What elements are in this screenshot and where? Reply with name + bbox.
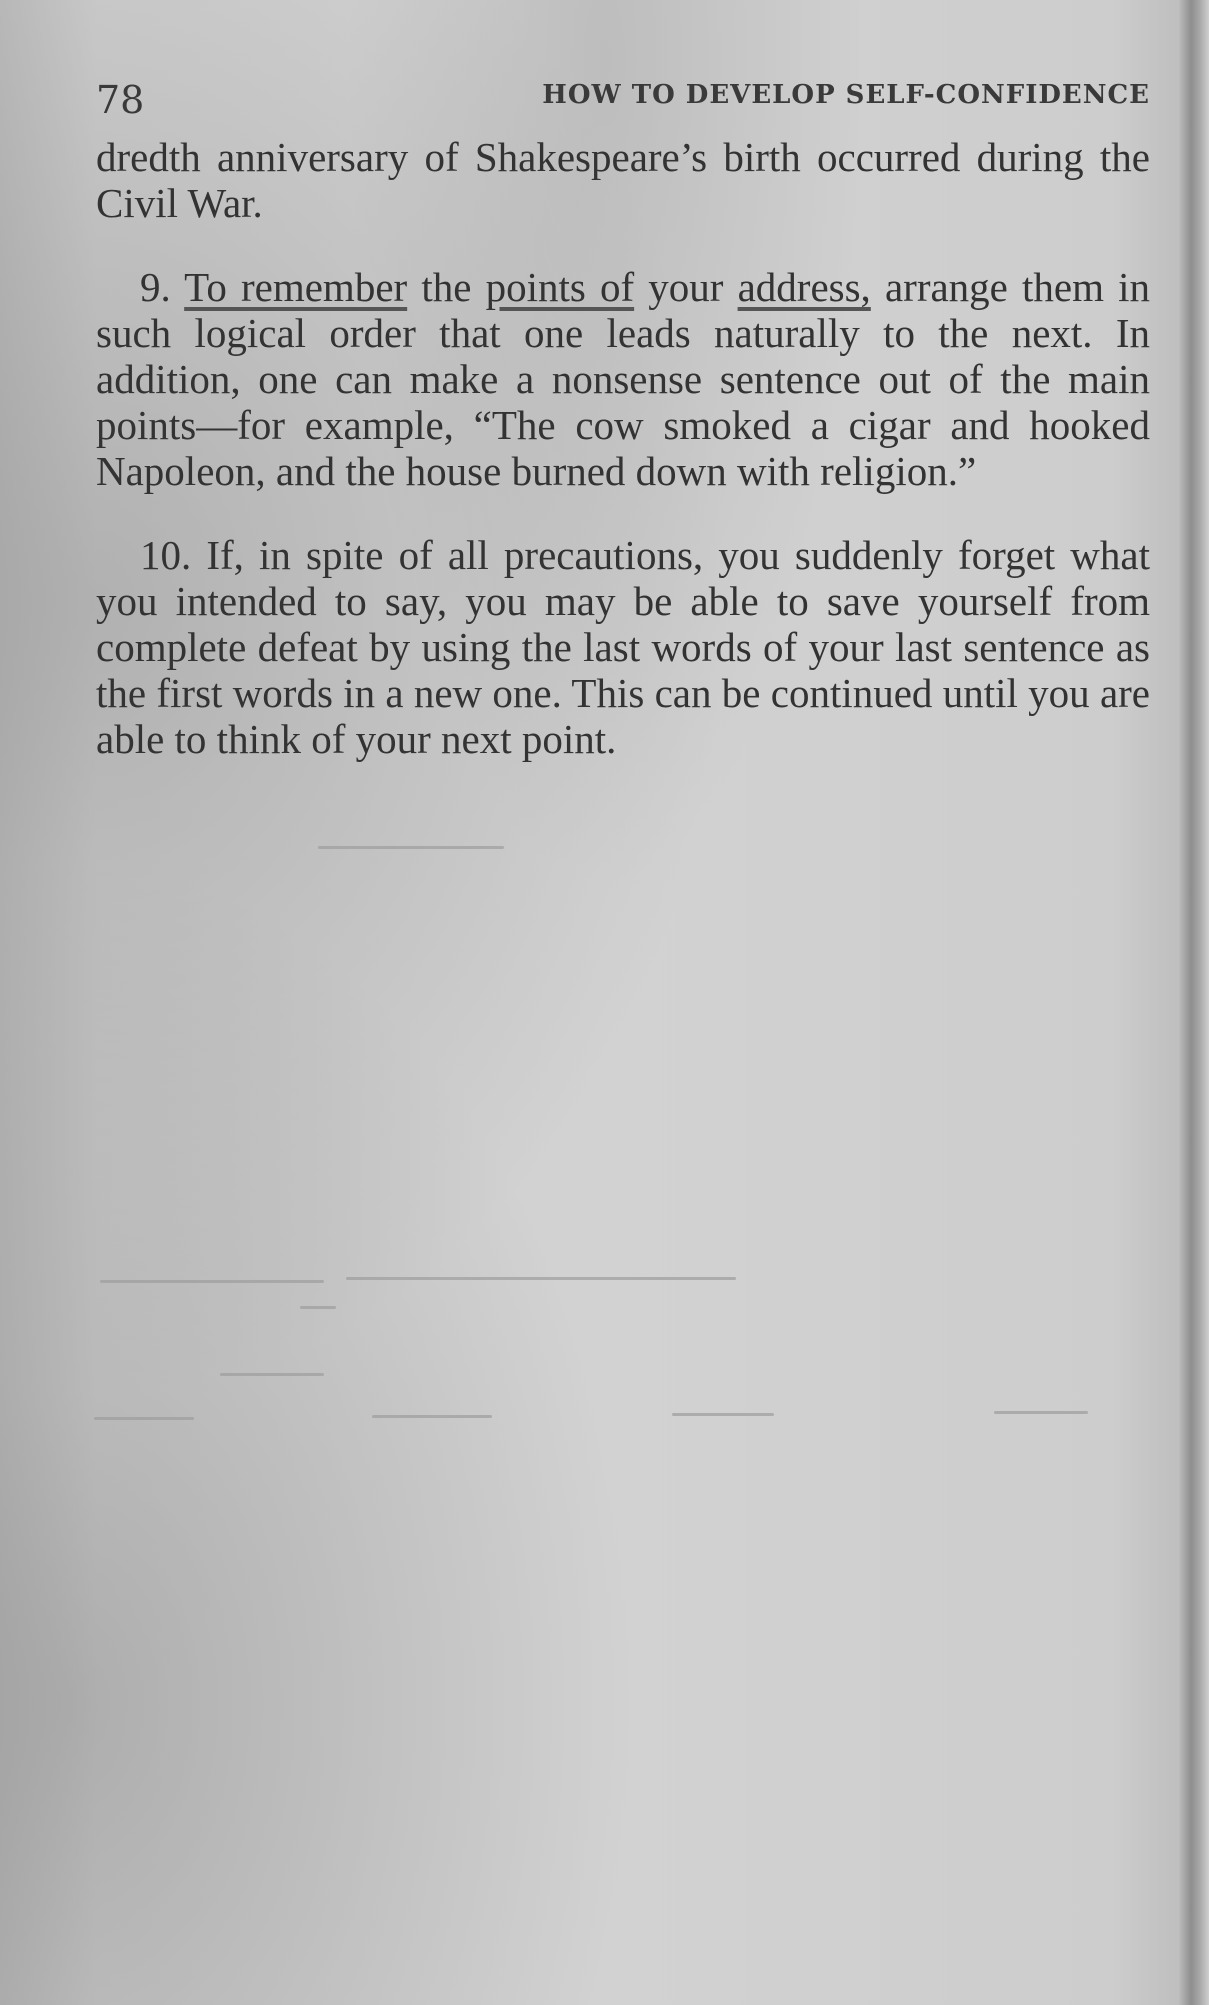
- pencil-mark: [672, 1413, 774, 1416]
- underlined-phrase: To remember: [184, 264, 408, 310]
- pencil-mark: [100, 1280, 324, 1283]
- paragraph-9: [96, 264, 1150, 494]
- pencil-mark: [346, 1277, 736, 1280]
- paragraph-number: 9.: [140, 264, 171, 310]
- paragraph-text: your: [648, 264, 724, 310]
- underlined-phrase: address,: [737, 264, 871, 310]
- pencil-mark: [372, 1415, 492, 1418]
- running-header: [96, 72, 1150, 122]
- pencil-mark: [94, 1417, 194, 1420]
- pencil-mark: [994, 1411, 1088, 1414]
- pencil-mark: [300, 1306, 336, 1309]
- pencil-mark: [220, 1373, 324, 1376]
- pencil-mark: [318, 846, 504, 849]
- paragraph-10: 10. If, in spite of all precautions, you suddenly forget what you intended to say, you may be able to save yourself from complete defeat by using the last words of your last sentence as the first words in a new one. This can be continued until you are able to think of your next point.: [96, 532, 1150, 762]
- running-title: HOW TO DEVELOP SELF-CONFIDENCE: [542, 80, 1150, 110]
- page-body: [96, 134, 1150, 800]
- paragraph-text: the: [421, 264, 472, 310]
- paragraph-continued: dredth anniversary of Shakespeare’s birth occurred during the Civil War.: [96, 134, 1150, 226]
- page-number: 78: [96, 78, 145, 122]
- paragraph-text: arrange them in such logical order that one leads naturally to the next. In addition, one can make a nonsense sentence out of the main points—for example, “The cow smoked a cigar and hooked Napoleon, and the house burned down with religion.”: [96, 264, 1151, 494]
- page-edge-shadow: [1179, 0, 1209, 2005]
- underlined-phrase: points of: [485, 264, 635, 310]
